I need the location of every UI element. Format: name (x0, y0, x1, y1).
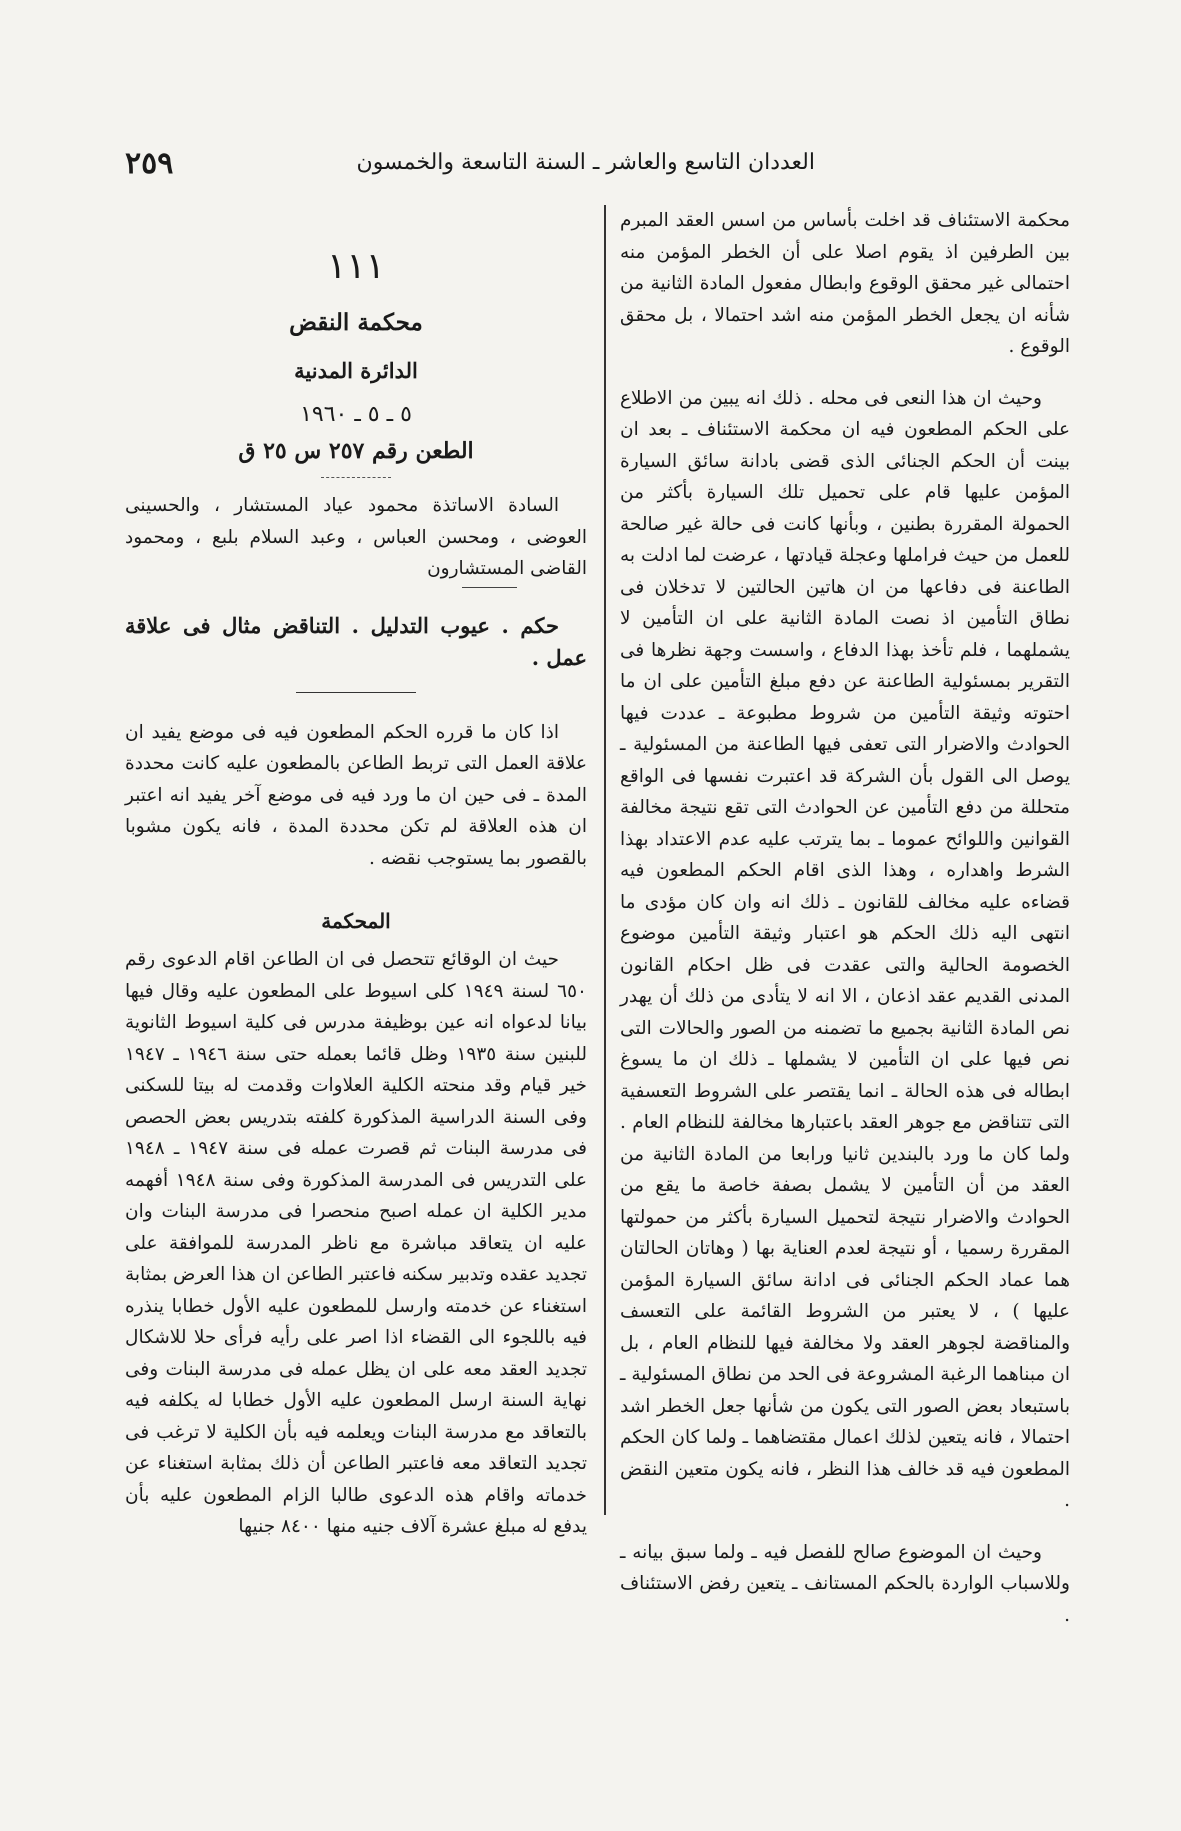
right-column (620, 205, 1070, 1631)
summary-paragraph: اذا كان ما قرره الحكم المطعون فيه فى موضع يفيد ان علاقة العمل التى تربط الطاعن بالمطعون عليه كانت محددة المدة ـ فى حين ان ما ورد فيه فى موضع آخر يفيد انه اعتبر ان هذه العلاقة لم تكن محددة المدة ، فانه يكون مشوبا بالقصور بما يستوجب نقضه . (125, 721, 587, 869)
divider (296, 692, 416, 693)
divider (321, 477, 391, 478)
page-header (125, 146, 815, 186)
paragraph: محكمة الاستئناف قد اخلت بأساس من اسس العقد المبرم بين الطرفين اذ يقوم اصلا على أن الخطر المؤمن منه احتمالى غير محقق الوقوع وابطال مفعول المادة الثانية من شأنه ان يجعل الخطر المؤمن منه اشد احتمالا ، بل محقق الوقوع . (620, 210, 1070, 357)
left-column (125, 245, 587, 1543)
paragraph: وحيث ان هذا النعى فى محله . ذلك انه يبين من الاطلاع على الحكم المطعون فيه ان محكمة الاستئناف ـ بعد ان بينت أن الحكم الجنائى الذى قضى بادانة سائق السيارة المؤمن عليها قام على تحميل تلك السيارة بأكثر من الحمولة المقررة بطنين ، وبأنها كانت فى حالة غير صالحة للعمل من حيث فراملها وعجلة قيادتها ، عرضت لما ادلت به الطاعنة فى دفاعها من ان هاتين الحالتين لا تدخلان فى نطاق التأمين اذ نصت المادة الثانية على ان التأمين لا يشملهما ، فلم تأخذ بهذا الدفاع ، واسست وجهة نظرها فى التقرير بمسئولية الطاعنة عن دفع مبلغ التأمين على ان ما احتوته وثيقة التأمين من شروط مطبوعة ـ عددت فيها الحوادث والاضرار التى تعفى فيها الطاعنة من المسئولية ـ يوصل الى القول بأن الشركة قد اعتبرت نفسها فى الواقع متحللة من دفع التأمين عن الحوادث التى تقع نتيجة مخالفة القوانين واللوائح عموما ـ بما يترتب عليه عدم الاعتداد بهذا الشرط واهداره ، وهذا الذى اقام الحكم المطعون فيه قضاءه عليه مخالف للقانون ـ ذلك انه وان كان مؤدى ما انتهى اليه ذلك الحكم هو اعتبار وثيقة التأمين موضوع الخصومة الحالية والتى عقدت فى ظل احكام القانون المدنى القديم عقد اذعان ، الا انه لا يتأدى من ذلك أن يهدر نص المادة الثانية بجميع ما تضمنه من الصور والحالات التى نص فيها على ان التأمين لا يشملها ـ ذلك ان ما يسوغ ابطاله فى هذه الحالة ـ انما يقتصر على الشروط التعسفية التى تتناقض مع جوهر العقد باعتبارها مخالفة للنظام العام . ولما كان ما ورد بالبندين ثانيا ورابعا من المادة الثانية من العقد من أن التأمين لا يشمل بصفة خاصة ما يقع من الحوادث والاضرار نتيجة لتحميل السيارة بأكثر من حمولتها المقررة رسميا ، أو نتيجة لعدم العناية بها ( وهاتان الحالتان هما عماد الحكم الجنائى فى ادانة سائق السيارة المؤمن عليها ) ، لا يعتبر من الشروط القائمة على التعسف والمناقضة لجوهر العقد ولا مخالفة فيها للنظام العام ، بل ان مبناهما الرغبة المشروعة فى الحد من نطاق المسئولية ـ باستبعاد بعض الصور التى يكون من شأنها جعل الخطر اشد احتمالا ، فانه يتعين لذلك اعمال مقتضاهما ـ ولما كان الحكم المطعون فيه قد خالف هذا النظر ، فانه يكون متعين النقض . (620, 387, 1070, 1511)
judgment-date: ٥ ـ ٥ ـ ١٩٦٠ (300, 402, 412, 427)
page-number: ٢٥٩ (125, 146, 174, 181)
column-divider (604, 205, 606, 1515)
section-heading: المحكمة (321, 909, 391, 933)
headnote: حكم . عيوب التدليل . التناقض مثال فى علاقة عمل . (125, 612, 587, 670)
running-title: العددان التاسع والعاشر ـ السنة التاسعة والخمسون (356, 150, 815, 175)
appeal-number: الطعن رقم ٢٥٧ س ٢٥ ق (238, 438, 474, 464)
paragraph: وحيث ان الموضوع صالح للفصل فيه ـ ولما سبق بيانه ـ وللاسباب الواردة بالحكم المستانف ـ يتعين رفض الاستئناف . (620, 1541, 1070, 1626)
court-name: محكمة النقض (289, 309, 423, 336)
case-header (125, 245, 587, 478)
judges-list: السادة الاساتذة محمود عياد المستشار ، والحسينى العوضى ، ومحسن العباس ، وعبد السلام بلبع ، ومحمود القاضى المستشارون (125, 495, 587, 579)
divider (462, 587, 517, 588)
case-number: ١١١ (326, 246, 385, 287)
facts-paragraph: حيث ان الوقائع تتحصل فى ان الطاعن اقام الدعوى رقم ٦٥٠ لسنة ١٩٤٩ كلى اسيوط على المطعون عليه وقال فيها بيانا لدعواه انه عين بوظيفة مدرس فى كلية اسيوط الثانوية للبنين سنة ١٩٣٥ وظل قائما بعمله حتى سنة ١٩٤٦ ـ ١٩٤٧ خير قيام وقد منحته الكلية العلاوات وقدمت له بيتا للسكنى وفى السنة الدراسية المذكورة كلفته بتدريس بعض الحصص فى مدرسة البنات ثم قصرت عمله فى سنة ١٩٤٧ ـ ١٩٤٨ على التدريس فى المدرسة المذكورة وفى سنة ١٩٤٨ أفهمه مدير الكلية ان عمله اصبح منحصرا فى مدرسة البنات وان عليه ان يتعاقد مباشرة مع ناظر المدرسة للموافقة على تجديد عقده وتدبير سكنه فاعتبر الطاعن ان هذا العرض بمثابة استغناء عن خدمته وارسل للمطعون عليه الأول خطابا ينذره فيه باللجوء الى القضاء اذا اصر على رأيه فرأى حلا للاشكال تجديد العقد معه على ان يظل عمله فى مدرسة البنات وفى نهاية السنة ارسل المطعون عليه الأول خطابا له يكلفه فيه بالتعاقد مع مدرسة البنات ويعلمه فيه بأن الكلية لا ترغب فى تجديد التعاقد معه فاعتبر الطاعن أن ذلك بمثابة استغناء عن خدماته واقام هذه الدعوى طالبا الزام المطعون عليه بأن يدفع له مبلغ عشرة آلاف جنيه منها ٨٤٠٠ جنيها (125, 949, 587, 1537)
circuit-name: الدائرة المدنية (294, 358, 418, 383)
